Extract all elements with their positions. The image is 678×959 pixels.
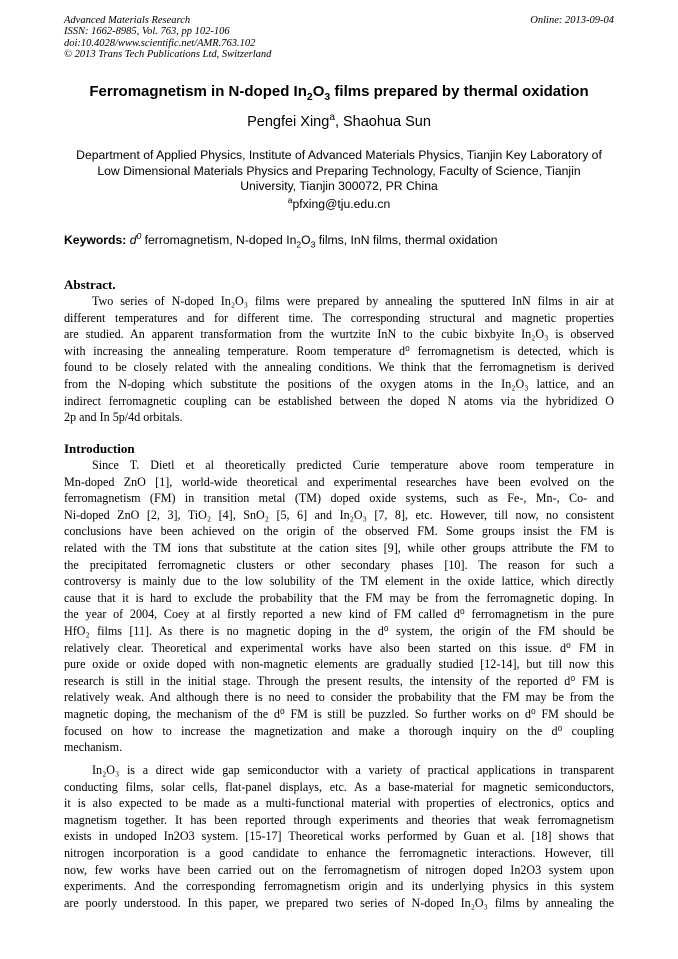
keywords: Keywords: $d^0$ ferromagnetism, N-doped $In_2O_3$ films, InN films, thermal oxidation [64,230,498,250]
doi-line: doi:10.4028/www.scientific.net/AMR.763.102 [64,37,256,49]
author-email: $^a$pfxing@tju.edu.cn [287,194,391,211]
keywords-label: Keywords: [64,233,127,247]
journal-header [64,15,271,61]
abstract-body: Two series of N-doped In₂O₃ films were prepared by annealing the sputtered InN films in air at different temperatures and for different time. The corresponding structural and magnetic properties are studied. An apparent transformation from the wurtzite InN to the cubic bixbyite In₂O₃ is observed with increasing the annealing temperature. Room temperature d⁰ ferromagnetism is detected, which is found to be closely related with the annealing conditions. We think that the ferromagnetism is derived from the N-doping which substitute the positions of the oxygen atoms in the In₂O₃ lattice, and an indirect ferromagnetic coupling can be established between the doped N atoms via the hybridized O 2p and In 5p/4d orbitals. [64,294,614,425]
paper-title: Ferromagnetism in N-doped $In_2O_3$ films prepared by thermal oxidation [89,83,589,103]
journal-name: Advanced Materials Research [64,15,191,26]
online-date: Online: 2013-09-04 [530,15,614,26]
introduction-paragraph-1: Since T. Dietl et al theoretically predicted Curie temperature above room temperature in Mn-doped ZnO [1], world-wide theoretical and experimental researches have been evolved on the ferromagnetism (FM) in transition metal (TM) doped oxide systems, such as Fe-, Mn-, Co- and Ni-doped ZnO [2, 3], TiO₂ [4], SnO₂ [5, 6] and In₂O₃ [7, 8], etc. However, till now, no consistent conclusions have been achieved on the origin of the observed FM. Some groups insist the FM is related with the TM ions that substitute at the cation sites [9], while other groups attribute the FM to the precipitated ferromagnetic clusters or other secondary phases [10]. The reason for such a controversy is mainly due to the low solubility of the TM element in the oxide lattice, which directly cause that it is hard to exclude the probability that the FM may be from the ferromagnetic doping. In the year of 2004, Coey at al firstly reported a new kind of FM called d⁰ ferromagnetism in the pure HfO₂ films [11]. As there is no magnetic doping in the d⁰ system, the origin of the FM should be relatively clear. Theoretical and experimental works have also been started on this issue. d⁰ FM in pure oxide or oxide doped with non-magnetic elements are gradually studied [12-14], but till now this research is still in the initial stage. Through the present results, the intensity of the reported d⁰ FM is relatively weak. And although there is no need to consider the probability that the FM may be from the magnetic doping, the mechanism of the d⁰ FM is still be puzzled. So further works on d⁰ FM should be focused on how to increase the magnetization and make a thorough inquiry on the d⁰ coupling mechanism. [64,458,614,755]
author-list: Pengfei Xing$^a$, Shaohua Sun [247,112,431,130]
introduction-paragraph-2: In₂O₃ is a direct wide gap semiconductor with a variety of practical applications in transparent conducting films, solar cells, flat-panel displays, etc. As a base-material for magnetic semiconductors, it is also expected to be made as a multi-functional material with properties of electronics, optics and magnetism together. It has been reported through experiments and theories that weak ferromagnetism exists in undoped In2O3 system. [15-17] Theoretical works performed by Guan et al. [18] shows that nitrogen incorporation is a good candidate to enhance the ferromagnetic interactions. However, till now, few works have been carried out on the ferromagnetism of nitrogen doped In2O3 system upon experiments. And the corresponding ferromagnetism origin and its underlying physics in this system are poorly understood. In this paper, we prepared two series of N-doped In₂O₃ films by annealing the [64,763,614,910]
abstract-heading: Abstract. [64,277,116,292]
affiliation: Department of Applied Physics, Institute of Advanced Materials Physics, Tianjin Key Laboratory of Low Dimensional Materials Physics and Preparing Technology, Faculty of Science, Tianjin University, Tianjin 300072, PR China [76,148,602,193]
issn-line: ISSN: 1662-8985, Vol. 763, pp 102-106 [64,26,230,38]
copyright-line: © 2013 Trans Tech Publications Ltd, Switzerland [64,49,272,61]
introduction-heading: Introduction [64,441,135,456]
